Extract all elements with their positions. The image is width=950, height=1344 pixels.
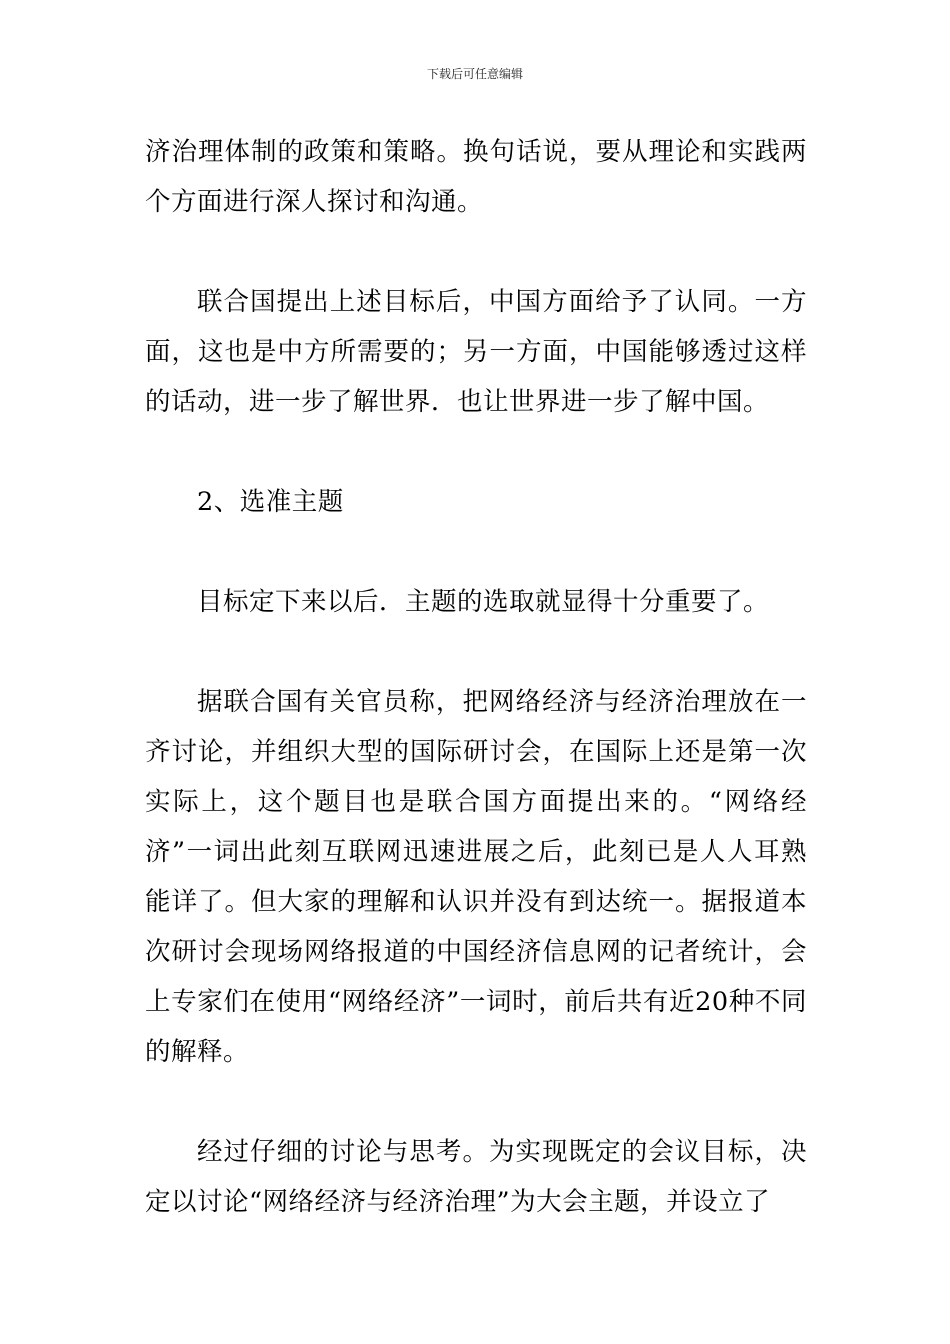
page-header: 下载后可任意编辑 (426, 67, 523, 81)
paragraph: 联合国提出上述目标后，中国方面给予了认同。一方面，这也是中方所需要的；另一方面，中国能够透过这样的话动，进一步了解世界．也让世界进一步了解中国。 (145, 287, 807, 417)
paragraph-continuation: 济治理体制的政策和策略。换句话说，要从理论和实践两个方面进行深人探讨和沟通。 (145, 137, 807, 217)
paragraph: 经过仔细的讨论与思考。为实现既定的会议目标，决定以讨论“网络经济与经济治理”为大会主题，并设立了 (145, 1137, 807, 1217)
paragraph-gap (145, 227, 807, 277)
document-body (145, 127, 807, 1227)
paragraph: 据联合国有关官员称，把网络经济与经济治理放在一齐讨论，并组织大型的国际研讨会，在国际上还是第一次实际上，这个题目也是联合国方面提出来的。“网络经济”一词出此刻互联网迅速进展之后，此刻已是人人耳熟能详了。但大家的理解和认识并没有到达统一。据报道本次研讨会现场网络报道的中国经济信息网的记者统计，会上专家们在使用“网络经济”一词时，前后共有近20种不同的解释。 (145, 687, 807, 1067)
paragraph-gap (145, 427, 807, 477)
paragraph: 目标定下来以后．主题的选取就显得十分重要了。 (197, 587, 770, 617)
paragraph-gap (145, 527, 807, 577)
section-heading: 2、选准主题 (197, 487, 344, 517)
paragraph-gap (145, 1077, 807, 1127)
paragraph-gap (145, 627, 807, 677)
